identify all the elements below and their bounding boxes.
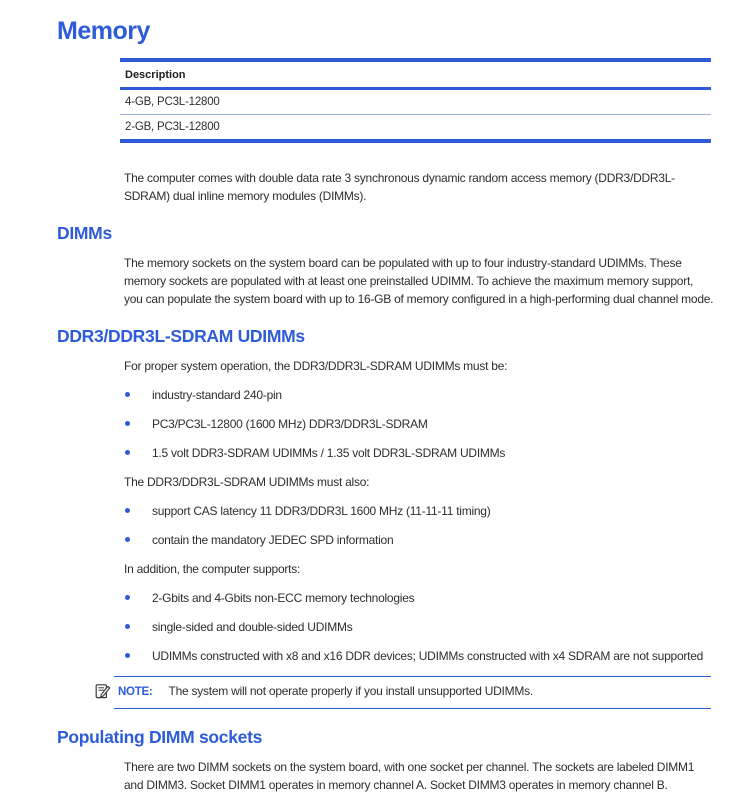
list-item-text: support CAS latency 11 DDR3/DDR3L 1600 MHz (11-11-11 timing) — [152, 504, 491, 518]
udimms-intro-2: The DDR3/DDR3L-SDRAM UDIMMs must also: — [124, 475, 370, 489]
list-item-text: 1.5 volt DDR3-SDRAM UDIMMs / 1.35 volt DDR3L-SDRAM UDIMMs — [152, 446, 506, 460]
list-item — [124, 589, 714, 607]
udimms-intro-1: For proper system operation, the DDR3/DDR3L-SDRAM UDIMMs must be: — [124, 359, 508, 373]
bullet-icon — [125, 392, 130, 397]
table-row — [120, 115, 711, 142]
bullet-icon — [125, 508, 130, 513]
table-header-row — [120, 60, 711, 89]
bullet-icon — [125, 624, 130, 629]
table-cell-memory-module: 4-GB, PC3L-12800 — [120, 89, 711, 115]
note-text: The system will not operate properly if you install unsupported UDIMMs. — [168, 684, 533, 698]
note-memo-icon — [95, 683, 111, 699]
bullet-icon — [125, 421, 130, 426]
table-header-description: Description — [120, 60, 711, 89]
udimms-intro-3: In addition, the computer supports: — [124, 562, 301, 576]
list-item — [124, 502, 714, 520]
section-heading-udimms: DDR3/DDR3L-SDRAM UDIMMs — [57, 326, 305, 346]
memory-spec-table — [120, 58, 711, 143]
note-label: NOTE: — [118, 686, 153, 698]
table-cell-memory-module: 2-GB, PC3L-12800 — [125, 121, 220, 133]
list-item-text: PC3/PC3L-12800 (1600 MHz) DDR3/DDR3L-SDRAM — [152, 417, 428, 431]
populating-paragraph: There are two DIMM sockets on the system board, with one socket per channel. The sockets are labeled DIMM1 and DIMM3. Socket DIMM1 operates in memory channel A. Socket DIMM3 operates in memory channel B. — [124, 760, 695, 792]
list-item — [124, 647, 714, 665]
list-item — [124, 531, 714, 549]
udimms-requirements-list — [124, 386, 714, 462]
note-box — [95, 676, 711, 709]
list-item — [124, 444, 714, 462]
bullet-icon — [125, 537, 130, 542]
list-item-text: industry-standard 240-pin — [152, 388, 282, 402]
list-item-text: UDIMMs constructed with x8 and x16 DDR devices; UDIMMs constructed with x4 SDRAM are not supported — [152, 649, 704, 663]
intro-paragraph: The computer comes with double data rate 3 synchronous dynamic random access memory (DDR3/DDR3L-SDRAM) dual inline memory modules (DIMMs). — [124, 171, 675, 203]
bullet-icon — [125, 450, 130, 455]
bullet-icon — [125, 595, 130, 600]
list-item-text: contain the mandatory JEDEC SPD information — [152, 533, 394, 547]
udimms-must-also-list — [124, 502, 714, 549]
dimms-paragraph: The memory sockets on the system board can be populated with up to four industry-standard UDIMMs. These memory sockets are populated with at least one preinstalled UDIMM. To achieve the maximum memory support, you can populate the system board with up to 16-GB of memory configured in a high-performing dual channel mode. — [124, 256, 714, 306]
section-heading-dimms: DIMMs — [57, 223, 112, 243]
computer-supports-list — [124, 589, 714, 665]
note-content — [114, 676, 711, 709]
list-item-text: single-sided and double-sided UDIMMs — [152, 620, 353, 634]
section-heading-populating: Populating DIMM sockets — [57, 727, 263, 747]
table-row — [120, 89, 711, 115]
list-item-text: 2-Gbits and 4-Gbits non-ECC memory technologies — [152, 591, 415, 605]
bullet-icon — [125, 653, 130, 658]
list-item — [124, 386, 714, 404]
list-item — [124, 618, 714, 636]
page-title: Memory — [57, 17, 150, 45]
list-item — [124, 415, 714, 433]
